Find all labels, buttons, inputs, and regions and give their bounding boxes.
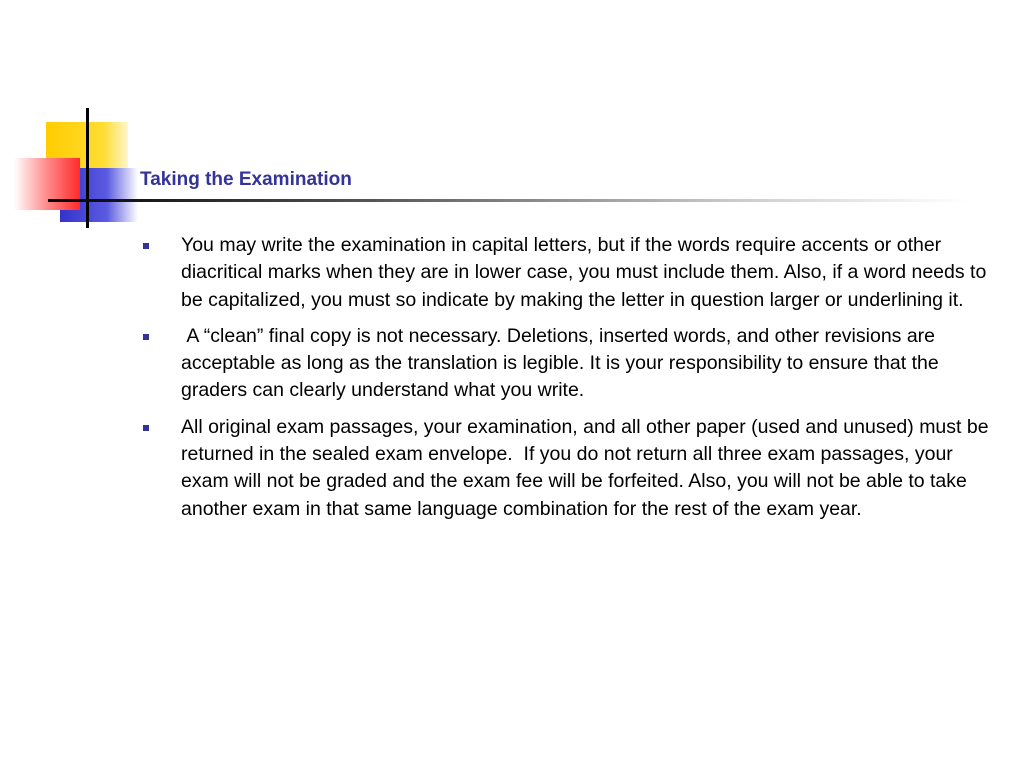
title-underline xyxy=(48,199,968,202)
bullet-text: All original exam passages, your examination, and all other paper (used and unused) must be returned in the sealed exam envelope. If you do not return all three exam passages, your exam will not be graded and the exam fee will be forfeited. Also, you will not be able to take another exam in that same language combination for the rest of the exam year. xyxy=(181,415,994,520)
slide-title: Taking the Examination xyxy=(140,169,352,190)
blue-square xyxy=(60,168,138,222)
square-bullet-icon xyxy=(143,334,149,340)
square-bullet-icon xyxy=(143,425,149,431)
red-square xyxy=(14,158,80,210)
bullet-item-2 xyxy=(143,323,1003,405)
vertical-line xyxy=(86,108,89,228)
bullet-text: You may write the examination in capital letters, but if the words require accents or other diacritical marks when they are in lower case, you must include them. Also, if a word needs to be capitalized, you must so indicate by making the letter in question larger or underlining it. xyxy=(181,234,992,311)
yellow-square xyxy=(46,122,128,202)
bullet-text: A “clean” final copy is not necessary. Deletions, inserted words, and other revisions are acceptable as long as the translation is legible. It is your responsibility to ensure that the graders can clearly understand what you write. xyxy=(181,324,945,402)
bullet-item-1 xyxy=(143,232,1003,314)
square-bullet-icon xyxy=(143,243,149,249)
bullet-item-3 xyxy=(143,414,1003,523)
title-decoration xyxy=(0,0,1024,240)
bullet-list xyxy=(143,232,1003,532)
